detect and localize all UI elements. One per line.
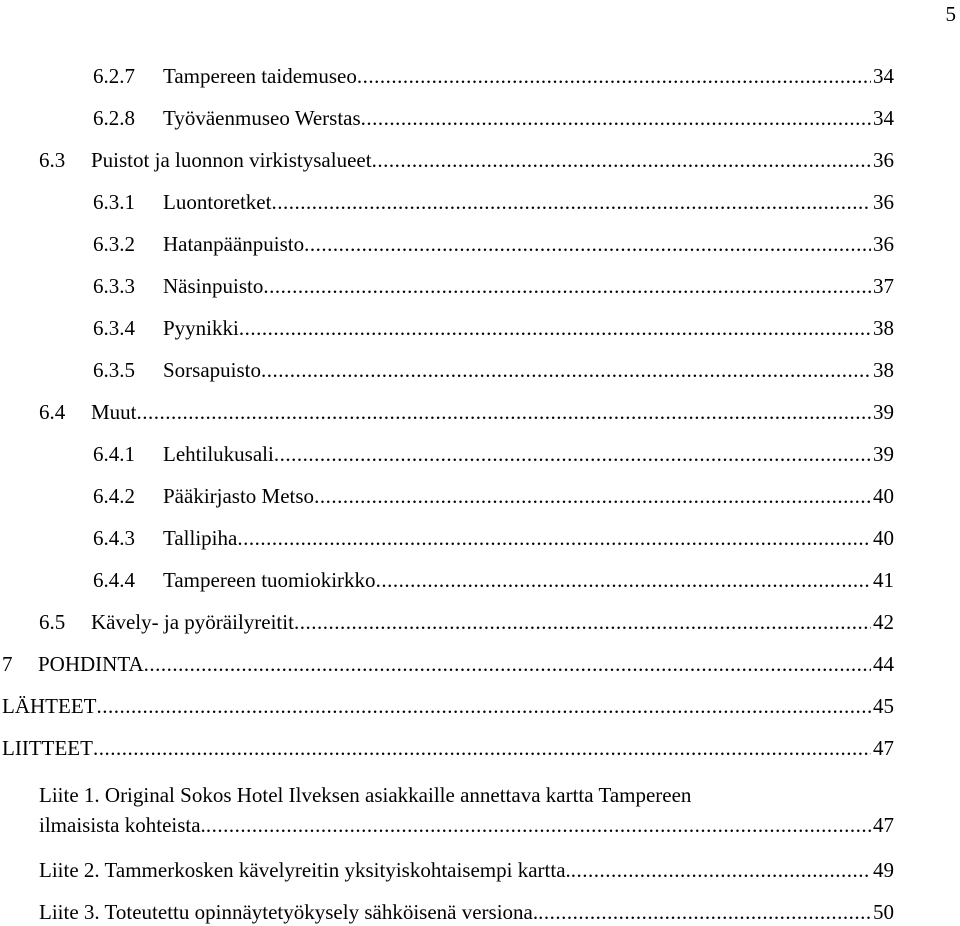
toc-leader: [304, 230, 871, 258]
toc-entry-title: LÄHTEET: [2, 694, 97, 718]
toc-leader: [538, 898, 871, 926]
toc-entry-title: Sorsapuisto: [163, 358, 262, 382]
toc-entry-page: 39: [873, 400, 894, 424]
toc-entry: [39, 780, 894, 840]
toc-entry: [93, 524, 894, 552]
toc-entry: [93, 482, 894, 510]
toc-leader: [93, 734, 871, 762]
toc-entry-title-continued: ilmaisista kohteista.: [39, 813, 206, 837]
toc-leader: [314, 482, 871, 510]
toc-leader: [274, 440, 871, 468]
toc-entry-number: 6.5: [39, 610, 66, 634]
toc-entry-title: Pääkirjasto Metso: [163, 484, 315, 508]
toc-entry-number: 6.3.4: [93, 316, 135, 340]
toc-leader: [239, 314, 871, 342]
toc-entry-page: 42: [873, 610, 894, 634]
toc-entry: [39, 856, 894, 884]
toc-entry: [93, 62, 894, 90]
toc-entry-title: Puistot ja luonnon virkistysalueet: [91, 148, 372, 172]
toc-entry-page: 36: [873, 190, 894, 214]
toc-entry-title: Työväenmuseo Werstas: [163, 106, 361, 130]
toc-entry-page: 38: [873, 358, 894, 382]
toc-entry-title: Lehtilukusali: [163, 442, 274, 466]
toc-entry-page: 38: [873, 316, 894, 340]
toc-leader: [144, 650, 871, 678]
toc-entry: [93, 356, 894, 384]
toc-entry-page: 44: [873, 652, 894, 676]
toc-entry: [93, 272, 894, 300]
toc-entry: [93, 188, 894, 216]
toc-entry: [39, 898, 894, 926]
toc-entry-page: 34: [873, 106, 894, 130]
toc-entry-title: Liite 1. Original Sokos Hotel Ilveksen asiakkaille annettava kartta Tampereen: [39, 783, 692, 807]
toc-entry-number: 6.3.1: [93, 190, 135, 214]
toc-entry-number: 6.3.5: [93, 358, 135, 382]
toc-entry-page: 47: [873, 736, 894, 760]
toc-entry-title: Pyynikki: [163, 316, 239, 340]
toc-entry-title: Liite 2. Tammerkosken kävelyreitin yksityiskohtaisempi kartta.: [39, 858, 571, 882]
toc-entry-number: 6.2.7: [93, 64, 135, 88]
toc-entry-title: Hatanpäänpuisto: [163, 232, 305, 256]
toc-entry-title: Liite 3. Toteutettu opinnäytetyökysely sähköisenä versiona.: [39, 900, 539, 924]
toc-entry-page: 36: [873, 232, 894, 256]
toc-entry-number: 6.3: [39, 148, 66, 172]
toc-entry-title: POHDINTA: [38, 652, 144, 676]
toc-entry: [2, 734, 894, 762]
toc-entry-title: Luontoretket: [163, 190, 272, 214]
toc-entry-title: Kävely- ja pyöräilyreitit: [91, 610, 294, 634]
toc-entry-title: Tallipiha: [163, 526, 238, 550]
toc-leader: [271, 188, 871, 216]
toc-entry-page: 40: [873, 526, 894, 550]
toc-entry-page: 40: [873, 484, 894, 508]
toc-leader: [137, 398, 871, 426]
toc-entry: [2, 692, 894, 720]
toc-leader: [263, 272, 871, 300]
toc-entry: [93, 566, 894, 594]
toc-entry-title: Muut: [91, 400, 137, 424]
toc-leader: [96, 692, 871, 720]
toc-entry-page: 49: [873, 858, 894, 882]
toc-entry-number: 6.4.3: [93, 526, 135, 550]
toc-entry-page: 41: [873, 568, 894, 592]
toc-entry: [93, 440, 894, 468]
toc-entry-number: 6.3.2: [93, 232, 135, 256]
toc-entry: [93, 104, 894, 132]
toc-entry-page: 47: [873, 813, 894, 837]
toc-entry-number: 6.3.3: [93, 274, 135, 298]
toc-leader: [376, 566, 871, 594]
toc-entry-number: 6.4: [39, 400, 66, 424]
toc-entry: [2, 650, 894, 678]
toc-entry: [93, 230, 894, 258]
toc-leader: [261, 356, 871, 384]
toc-entry-page: 36: [873, 148, 894, 172]
toc-entry-page: 37: [873, 274, 894, 298]
toc-entry: [93, 314, 894, 342]
toc-entry-page: 45: [873, 694, 894, 718]
toc-leader: [237, 524, 871, 552]
toc-entry-number: 6.4.4: [93, 568, 135, 592]
toc-leader: [357, 62, 871, 90]
toc-entry: [39, 146, 894, 174]
toc-entry-page: 34: [873, 64, 894, 88]
toc-leader: [571, 856, 871, 884]
toc-entry-page: 39: [873, 442, 894, 466]
toc-entry-page: 50: [873, 900, 894, 924]
toc-entry-title: LIITTEET: [2, 736, 93, 760]
page-number: 5: [945, 2, 956, 26]
toc-entry-number: 6.4.2: [93, 484, 135, 508]
toc-entry-title: Näsinpuisto: [163, 274, 264, 298]
toc-entry-number: 7: [2, 652, 13, 676]
toc-leader: [361, 104, 871, 132]
toc-entry-title: Tampereen taidemuseo: [163, 64, 357, 88]
toc-entry-number: 6.2.8: [93, 106, 135, 130]
toc-entry: [39, 398, 894, 426]
toc-leader: [294, 608, 871, 636]
toc-entry-title: Tampereen tuomiokirkko: [163, 568, 376, 592]
toc-entry: [39, 608, 894, 636]
toc-leader: [206, 810, 871, 840]
toc-entry-number: 6.4.1: [93, 442, 135, 466]
toc-leader: [372, 146, 871, 174]
